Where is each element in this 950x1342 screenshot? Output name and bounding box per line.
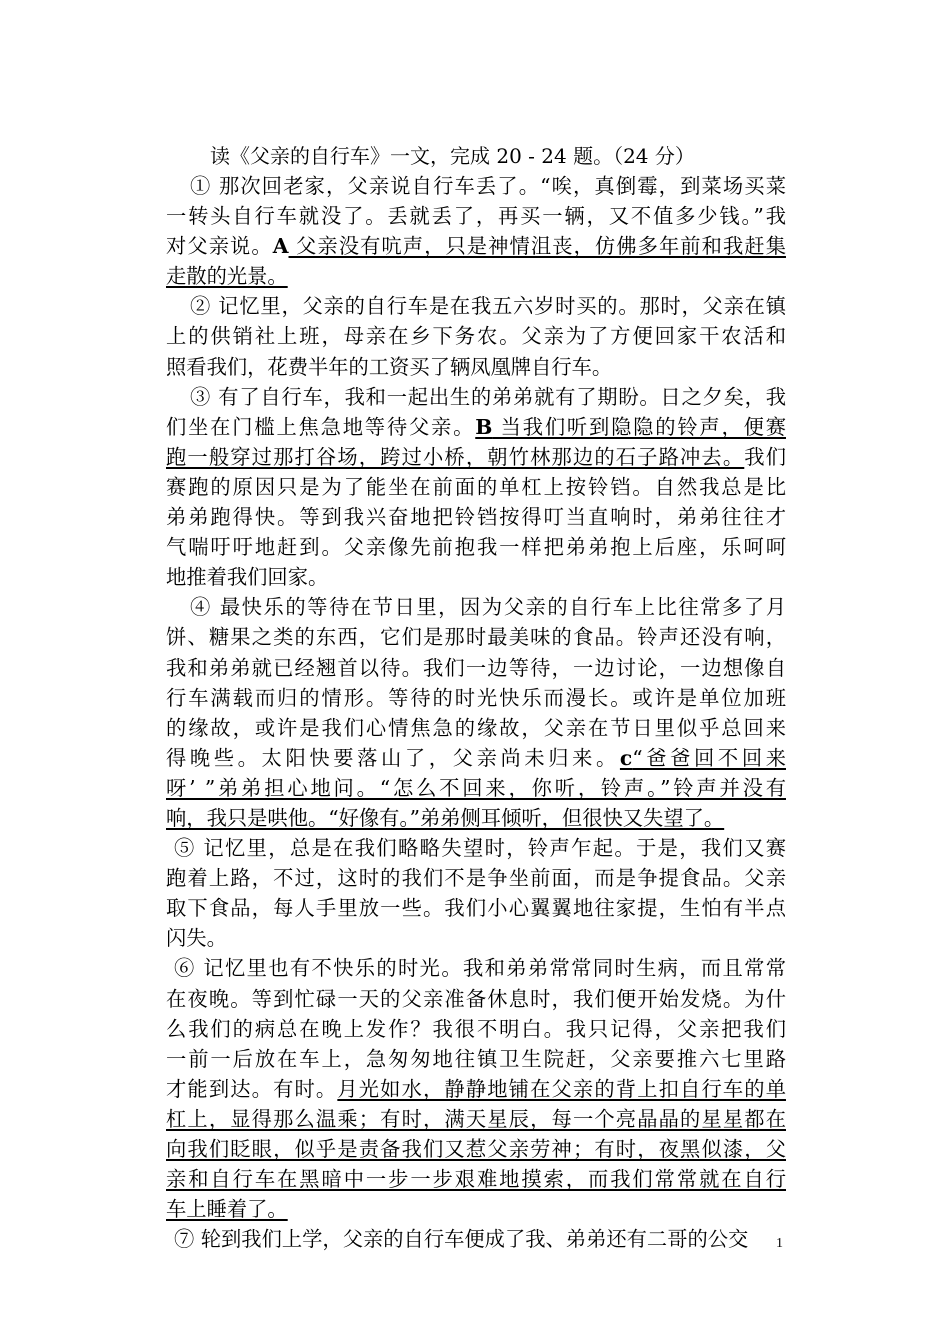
- paragraph-6-line: [166, 1014, 786, 1044]
- paragraph-3-line: [166, 472, 786, 502]
- text-run: 弟弟跑得快。等到我兴奋地把铃铛按得叮当直响时，弟弟往往才: [166, 505, 786, 530]
- text-run: ⑤ 记忆里，总是在我们略略失望时，铃声乍起。于是，我们又赛: [174, 836, 786, 861]
- paragraph-3-line: [166, 382, 786, 412]
- paragraph-3-line: [166, 502, 786, 532]
- text-run: 得晚些。太阳快要落山了，父亲尚未归来。: [166, 745, 620, 770]
- text-run: ⑦ 轮到我们上学，父亲的自行车便成了我、弟弟还有二哥的公交: [174, 1227, 749, 1252]
- paragraph-6-line: [166, 1164, 786, 1194]
- text-run: 们坐在门槛上焦急地等待父亲。: [166, 414, 476, 439]
- paragraph-1-line: [166, 171, 786, 201]
- text-run: 我们: [744, 444, 786, 469]
- text-run: 的缘故，或许是我们心情焦急的缘故，父亲在节日里似乎总回来: [166, 715, 786, 740]
- underlined-text: 向我们眨眼，似乎是责备我们又惹父亲劳神；有时，夜黑似漆，父: [166, 1137, 786, 1161]
- underlined-text: 杠上，显得那么温乘；有时，满天星辰，每一个亮晶晶的星星都在: [166, 1106, 786, 1131]
- article-body: [166, 171, 786, 1254]
- paragraph-4-line: [166, 683, 786, 713]
- text-run: 一前一后放在车上，急匆匆地往镇卫生院赶，父亲要推六七里路: [166, 1046, 786, 1071]
- text-run: 闪失。: [166, 926, 227, 951]
- text-run: 取下食品，每人手里放一些。我们小心翼翼地往家提，生怕有半点: [166, 896, 786, 921]
- underlined-text: B: [475, 414, 493, 439]
- underlined-text: 父亲没有吭声，只是神情沮丧，仿佛多年前和我赶集: [288, 234, 786, 259]
- text-run: 上的供销社上班，母亲在乡下务农。父亲为了方便回家干农活和: [166, 324, 786, 349]
- paragraph-6-line: [166, 984, 786, 1014]
- text-run: 么我们的病总在晚上发作？我很不明白。我只记得，父亲把我们: [166, 1016, 786, 1041]
- paragraph-6-line: [166, 953, 786, 983]
- paragraph-3-line: [166, 412, 786, 442]
- paragraph-1-line: [166, 261, 786, 291]
- underlined-text: 亲和自行车在黑暗中一步一步艰难地摸索，而我们常常就在自行: [166, 1167, 786, 1192]
- underlined-text: 走散的光景。: [166, 264, 288, 289]
- paragraph-6-line: [166, 1044, 786, 1074]
- paragraph-6-line: [166, 1134, 786, 1164]
- paragraph-4-line: [166, 653, 786, 683]
- underlined-text: 车上睡着了。: [166, 1197, 288, 1222]
- underlined-text: 当我们听到隐隐的铃声，便赛: [492, 414, 786, 439]
- underlined-text: 呀’ ”弟弟担心地问。“怎么不回来，你听，铃声。”铃声并没有: [166, 775, 786, 800]
- underlined-text: 月光如水，静静地铺在父亲的背上扣自行车的单: [337, 1076, 786, 1101]
- text-run: ② 记忆里，父亲的自行车是在我五六岁时买的。那时，父亲在镇: [190, 294, 786, 319]
- paragraph-7-line: [166, 1224, 786, 1254]
- text-run: 照看我们，花费半年的工资买了辆凤凰牌自行车。: [166, 354, 613, 379]
- text-run: 才能到达。有时。: [166, 1076, 338, 1101]
- page-number: 1: [776, 1236, 783, 1251]
- text-run: ⑥ 记忆里也有不快乐的时光。我和弟弟常常同时生病，而且常常: [174, 956, 786, 981]
- text-run: 气喘吁吁地赶到。父亲像先前抱我一样把弟弟抱上后座，乐呵呵: [166, 535, 786, 560]
- paragraph-1-line: [166, 231, 786, 261]
- text-run: ③ 有了自行车，我和一起出生的弟弟就有了期盼。日之夕矣，我: [190, 384, 786, 409]
- paragraph-5-line: [166, 833, 786, 863]
- text-run: ① 那次回老家，父亲说自行车丢了。“唉，真倒霉，到菜场买菜: [190, 174, 786, 198]
- paragraph-5-line: [166, 893, 786, 923]
- underlined-text: 响，我只是哄他。“好像有。”弟弟侧耳倾听，但很快又失望了。: [166, 805, 725, 830]
- underlined-text: c: [619, 745, 633, 770]
- paragraph-4-line: [166, 773, 786, 803]
- underlined-text: “爸爸回不回来: [632, 745, 786, 770]
- paragraph-6-line: [166, 1074, 786, 1104]
- paragraph-5-line: [166, 923, 786, 953]
- marker-label: A: [272, 234, 289, 259]
- paragraph-2-line: [166, 321, 786, 351]
- paragraph-2-line: [166, 352, 786, 382]
- paragraph-4-line: [166, 713, 786, 743]
- paragraph-4-line: [166, 803, 786, 833]
- paragraph-3-line: [166, 562, 786, 592]
- paragraph-2-line: [166, 291, 786, 321]
- text-run: 地推着我们回家。: [166, 565, 329, 590]
- exercise-title: 读《父亲的自行车》一文，完成 20 - 24 题。（24 分）: [210, 144, 695, 168]
- text-run: 对父亲说。: [166, 234, 273, 259]
- text-run: 我和弟弟就已经翘首以待。我们一边等待，一边讨论，一边想像自: [166, 655, 786, 680]
- text-run: 跑着上路，不过，这时的我们不是争坐前面，而是争提食品。父亲: [166, 866, 786, 891]
- paragraph-1-line: [166, 201, 786, 231]
- text-run: 一转头自行车就没了。丢就丢了，再买一辆，又不值多少钱。”我: [166, 204, 786, 229]
- paragraph-3-line: [166, 442, 786, 472]
- text-run: 行车满载而归的情形。等待的时光快乐而漫长。或许是单位加班: [166, 685, 786, 710]
- paragraph-5-line: [166, 863, 786, 893]
- paragraph-4-line: [166, 622, 786, 652]
- paragraph-4-line: [166, 743, 786, 773]
- paragraph-6-line: [166, 1194, 786, 1224]
- text-run: ④ 最快乐的等待在节日里，因为父亲的自行车上比往常多了月: [190, 595, 786, 620]
- text-run: 饼、糖果之类的东西，它们是那时最美味的食品。铃声还没有响，: [166, 625, 786, 650]
- underlined-text: 跑一般穿过那打谷场，跨过小桥，朝竹林那边的石子路冲去。: [166, 444, 745, 469]
- paragraph-4-line: [166, 592, 786, 622]
- paragraph-6-line: [166, 1104, 786, 1134]
- paragraph-3-line: [166, 532, 786, 562]
- text-run: 赛跑的原因只是为了能坐在前面的单杠上按铃铛。自然我总是比: [166, 474, 786, 499]
- text-run: 在夜晚。等到忙碌一天的父亲准备休息时，我们便开始发烧。为什: [166, 986, 786, 1011]
